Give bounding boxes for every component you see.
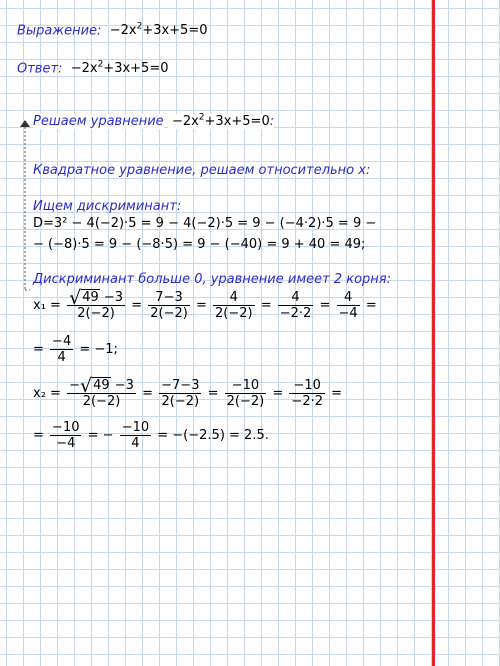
discriminant-search-label: Ищем дискриминант: <box>33 199 182 214</box>
x1-frac-2: $\frac{7-3}{2(-2)}$ <box>150 290 188 321</box>
x2-frac-6: $\frac{-10}{4}$ <box>121 420 150 451</box>
x1-frac-4: $\frac{4}{-2\cdot 2}$ <box>279 290 312 321</box>
discriminant-line-2: − (−8)·5 = 9 − (−8·5) = 9 − (−40) = 9 + 40 = 49; <box>33 237 366 252</box>
x2-frac-5: $\frac{-10}{-4}$ <box>52 420 80 451</box>
expression-row <box>17 22 208 38</box>
solve-label: Решаем уравнение <box>33 114 164 130</box>
x2-result: = −(−2.5) = 2.5. <box>157 428 269 443</box>
x1-line-2: = $\frac{-4}{4}$ = −1; <box>33 334 118 365</box>
expression-label: Выражение: <box>17 23 102 39</box>
x2-lhs: x₂ = <box>33 386 61 401</box>
x1-result: = −1; <box>79 342 118 357</box>
x1-frac-6: $\frac{-4}{4}$ <box>52 334 72 365</box>
answer-formula: $-2x^2+3x+5=0$ <box>70 60 169 77</box>
x2-line-2: = $\frac{-10}{-4}$ = − $\frac{-10}{4}$ = −(−2.5) = 2.5. <box>33 420 269 451</box>
discriminant-label-row <box>33 199 181 214</box>
solve-formula: $-2x^2+3x+5=0$: <box>168 114 274 129</box>
x1-frac-3: $\frac{4}{2(-2)}$ <box>215 290 253 321</box>
x1-line-1: x₁ = $\frac{√49 -3}{2(-2)}$ = $\frac{7-3}{2(-2)}$ = $\frac{4}{2(-2)}$ = $\frac{4}{-2\cdot 2}$ = $\frac{4}{-4}$ = <box>33 287 377 321</box>
quadratic-label: Квадратное уравнение, решаем относительно x: <box>33 163 371 178</box>
discriminant-line-1: D=3² − 4(−2)·5 = 9 − 4(−2)·5 = 9 − (−4·2)·5 = 9 − <box>33 216 377 231</box>
x2-line-1: x₂ = $\frac{-√49 -3}{2(-2)}$ = $\frac{-7-3}{2(-2)}$ = $\frac{-10}{2(-2)}$ = $\frac{-10}{-2\cdot 2}$ = <box>33 375 343 409</box>
x2-frac-3: $\frac{-10}{2(-2)}$ <box>226 378 265 409</box>
discriminant-positive-label: Дискриминант больше 0, уравнение имеет 2 корня: <box>33 272 392 287</box>
x2-frac-2: $\frac{-7-3}{2(-2)}$ <box>161 378 200 409</box>
quadratic-row <box>33 163 370 178</box>
answer-label: Ответ: <box>17 61 63 77</box>
discriminant-positive-row <box>33 272 391 287</box>
expression-formula: $-2x^2+3x+5=0$ <box>109 22 208 39</box>
margin-line <box>432 0 435 666</box>
x2-frac-1: $\frac{-√49 -3}{2(-2)}$ <box>69 375 134 409</box>
answer-row <box>17 60 168 76</box>
x1-frac-1: $\frac{√49 -3}{2(-2)}$ <box>69 287 124 321</box>
x1-lhs: x₁ = <box>33 298 61 313</box>
x2-frac-4: $\frac{-10}{-2\cdot 2}$ <box>291 378 323 409</box>
solve-row <box>33 113 274 129</box>
collapse-bracket-icon[interactable] <box>20 120 30 292</box>
x1-frac-5: $\frac{4}{-4}$ <box>338 290 358 321</box>
